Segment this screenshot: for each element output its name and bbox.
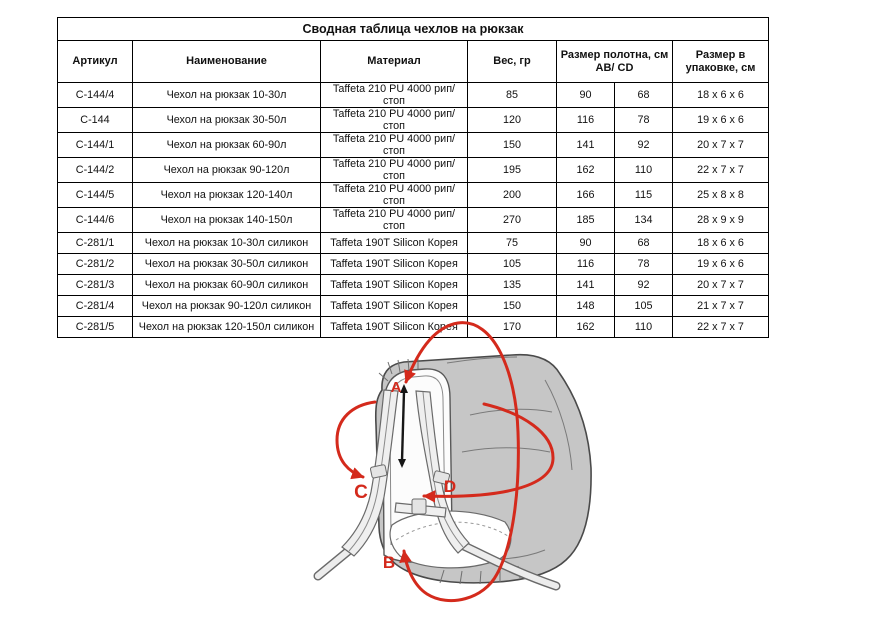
label-b: B [382,553,396,572]
table-cell: 134 [615,208,673,233]
table-cell: Taffeta 190T Silicon Корея [321,275,468,296]
table-cell: Taffeta 210 PU 4000 рип/стоп [321,208,468,233]
table-cell: Чехол на рюкзак 90-120л силикон [133,296,321,317]
table-cell: 135 [468,275,557,296]
table-cell: Taffeta 190T Silicon Корея [321,233,468,254]
table-cell: 270 [468,208,557,233]
col-header-weight: Вес, гр [468,41,557,83]
table-cell: 90 [557,233,615,254]
table-cell: 150 [468,133,557,158]
table-cell: 19 х 6 х 6 [673,108,769,133]
col-header-package-line1: Размер в [695,48,746,61]
table-row [58,208,769,233]
table-cell: 22 х 7 х 7 [673,317,769,338]
table-cell: Taffeta 210 PU 4000 рип/стоп [321,183,468,208]
table-cell: 105 [468,254,557,275]
table-cell: 28 х 9 х 9 [673,208,769,233]
table-cell: Taffeta 210 PU 4000 рип/стоп [321,158,468,183]
table-cell: С-281/4 [58,296,133,317]
table-cell: 20 х 7 х 7 [673,275,769,296]
table-cell: Taffeta 210 PU 4000 рип/стоп [321,83,468,108]
table-cell: С-281/2 [58,254,133,275]
table-row [58,83,769,108]
table-cell: 150 [468,296,557,317]
table-cell: Taffeta 210 PU 4000 рип/стоп [321,108,468,133]
col-header-package-size [673,41,769,83]
col-header-canvas-size [557,41,673,83]
backpack-covers-table [57,17,769,338]
table-row [58,133,769,158]
table-cell: 68 [615,233,673,254]
table-cell: Taffeta 190T Silicon Корея [321,254,468,275]
table-title: Сводная таблица чехлов на рюкзак [58,18,769,41]
table-cell: 20 х 7 х 7 [673,133,769,158]
table-row [58,275,769,296]
table-row [58,158,769,183]
col-header-name: Наименование [133,41,321,83]
table-cell: 75 [468,233,557,254]
table-cell: С-144/1 [58,133,133,158]
col-header-material: Материал [321,41,468,83]
table-cell: Чехол на рюкзак 30-50л силикон [133,254,321,275]
horizontal-girth-left-arc [337,402,375,477]
table-cell: С-144/6 [58,208,133,233]
table-cell: Чехол на рюкзак 30-50л [133,108,321,133]
table-cell: 19 х 6 х 6 [673,254,769,275]
table-cell: Чехол на рюкзак 120-140л [133,183,321,208]
table-cell: 105 [615,296,673,317]
label-d: D [443,477,457,496]
table-cell: С-281/3 [58,275,133,296]
table-cell: С-144/2 [58,158,133,183]
table-cell: 18 х 6 х 6 [673,83,769,108]
table-cell: 200 [468,183,557,208]
label-a: A [390,379,402,396]
table-cell: 170 [468,317,557,338]
table-cell: 22 х 7 х 7 [673,158,769,183]
table-cell: 78 [615,254,673,275]
table-cell: 162 [557,158,615,183]
table-cell: Чехол на рюкзак 60-90л силикон [133,275,321,296]
backpack-measurement-diagram [305,312,605,615]
table-cell: С-144/4 [58,83,133,108]
table-cell: 90 [557,83,615,108]
table-cell: С-281/1 [58,233,133,254]
webbing-left [318,548,352,576]
table-cell: Чехол на рюкзак 60-90л [133,133,321,158]
table-cell: 110 [615,158,673,183]
table-row [58,233,769,254]
col-header-article: Артикул [58,41,133,83]
table-cell: Чехол на рюкзак 140-150л [133,208,321,233]
table-cell: 21 х 7 х 7 [673,296,769,317]
table-cell: 141 [557,275,615,296]
col-header-package-line2: упаковке, см [685,61,756,74]
strap-buckle-left [370,464,387,478]
table-row [58,254,769,275]
col-header-canvas-line1: Размер полотна, см [560,48,669,61]
table-cell: Taffeta 190T Silicon Корея [321,296,468,317]
table-cell: 166 [557,183,615,208]
table-cell: 185 [557,208,615,233]
table-cell: 25 х 8 х 8 [673,183,769,208]
table-cell: 92 [615,275,673,296]
label-c: C [354,482,368,503]
table-row [58,108,769,133]
table-cell: 116 [557,108,615,133]
table-cell: С-281/5 [58,317,133,338]
table-cell: 162 [557,317,615,338]
table-cell: 18 х 6 х 6 [673,233,769,254]
table-cell: Чехол на рюкзак 120-150л силикон [133,317,321,338]
table-cell: 85 [468,83,557,108]
table-cell: 115 [615,183,673,208]
table-cell: 195 [468,158,557,183]
table-cell: 78 [615,108,673,133]
table-cell: Taffeta 190T Silicon Корея [321,317,468,338]
table-cell: С-144/5 [58,183,133,208]
table-cell: С-144 [58,108,133,133]
table-cell: 141 [557,133,615,158]
table-cell: Чехол на рюкзак 90-120л [133,158,321,183]
table-title-row [58,18,769,41]
table-row [58,183,769,208]
sternum-buckle [412,499,426,514]
table-cell: 148 [557,296,615,317]
table-cell: Чехол на рюкзак 10-30л [133,83,321,108]
table-cell: 110 [615,317,673,338]
col-header-canvas-line2: АВ/ CD [595,61,634,74]
table-cell: Taffeta 210 PU 4000 рип/стоп [321,133,468,158]
table-cell: Чехол на рюкзак 10-30л силикон [133,233,321,254]
table-cell: 120 [468,108,557,133]
table-cell: 92 [615,133,673,158]
table-header-row [58,41,769,83]
table-body [58,83,769,338]
table-cell: 116 [557,254,615,275]
table-cell: 68 [615,83,673,108]
